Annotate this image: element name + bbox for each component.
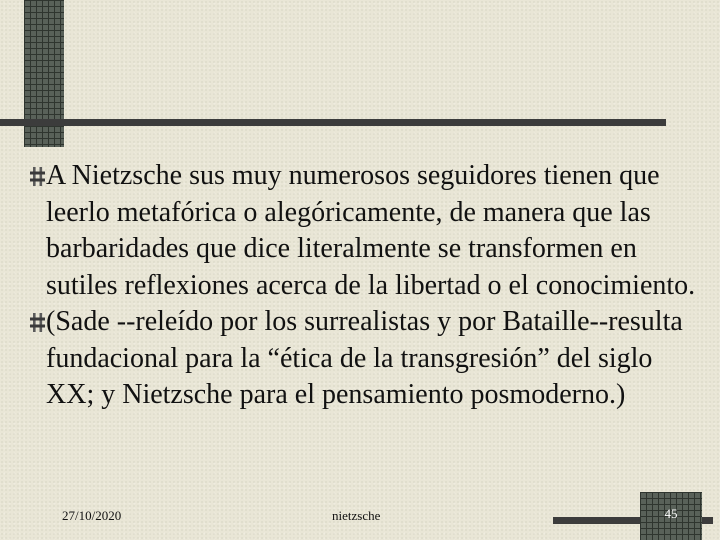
page-number-box [640, 492, 702, 540]
bullet-item [30, 158, 700, 304]
bullet-text: (Sade --releído por los surrealistas y por Bataille--resulta fundacional para la “ética de la transgresión” del siglo XX; y Nietzsche para el pensamiento posmoderno.) [46, 306, 683, 410]
hash-bullet-icon [30, 167, 45, 186]
footer-title: nietzsche [332, 508, 381, 523]
page-number: 45 [664, 506, 678, 521]
bullet-text: A Nietzsche sus muy numerosos seguidores tienen que leerlo metafórica o alegóricamente, de manera que las barbaridades que dice literalmente se transformen en sutiles reflexiones acerca de la libertad o el conocimiento. [46, 160, 696, 301]
bullet-item [30, 304, 700, 414]
bullet-list [30, 158, 700, 414]
footer-date: 27/10/2020 [62, 508, 122, 523]
decorative-bar-top [0, 119, 666, 126]
hash-bullet-icon [30, 313, 45, 332]
